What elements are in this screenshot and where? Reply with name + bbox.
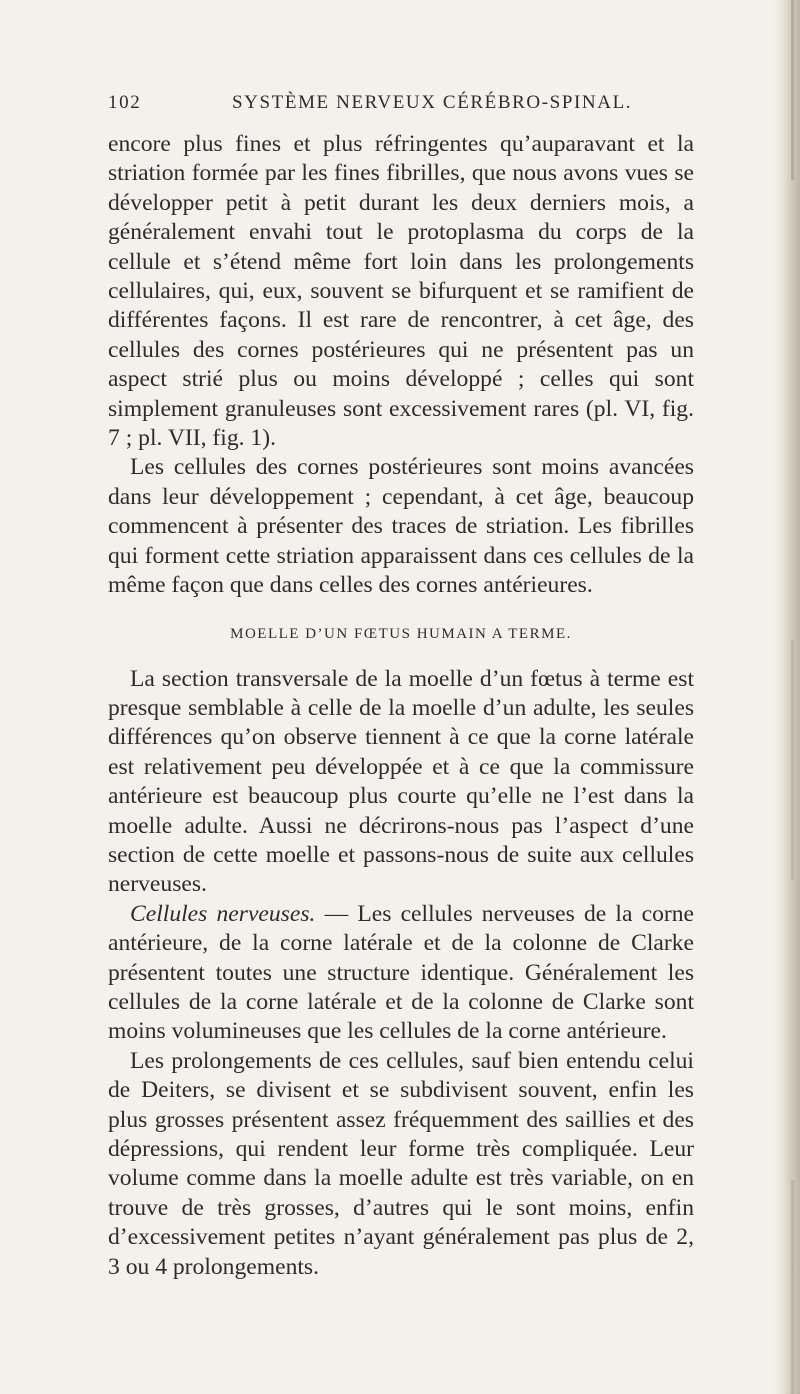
running-header (108, 92, 692, 118)
page-text (108, 130, 694, 1282)
page-number: 102 (108, 92, 142, 113)
edge-mark (791, 1180, 794, 1394)
edge-mark (791, 0, 794, 180)
paragraph-4 (108, 900, 694, 1047)
paragraph-5: Les prolongements de ces cellules, sauf bien entendu celui de Deiters, se divisent et se subdivisent souvent, enfin les plus grosses présentent assez fréquemment des saillies et des dépressions, qui rendent leur forme très compliquée. Leur volume comme dans la moelle adulte est très variable, on en trouve de très grosses, d’autres qui le sont moins, enfin d’excessivement petites n’ayant généralement pas plus de 2, 3 ou 4 prolongements. (108, 1047, 694, 1280)
edge-mark (791, 640, 794, 880)
paragraph-3: La section transversale de la moelle d’un fœtus à terme est presque semblable à celle de la moelle d’un adulte, les seules différences qu’on observe tiennent à ce que la corne latérale est relativement peu développée et à ce que la commissure antérieure est beaucoup plus courte qu’elle ne l’est dans la moelle adulte. Aussi ne décrirons-nous pas l’aspect d’une section de cette moelle et passons-nous de suite aux cellules nerveuses. (108, 665, 694, 898)
paragraph-4-italic-lead: Cellules nerveuses. (130, 900, 316, 927)
paragraph-4-text: — Les cellules nerveuses de la corne antérieure, de la corne latérale et de la colonne de Clarke présentent toutes une structure identique. Généralement les cellules de la corne latérale et de la colonne de Clarke sont moins volumineuses que les cellules de la corne antérieure. (108, 900, 694, 1045)
running-title: SYSTÈME NERVEUX CÉRÉBRO-SPINAL. (232, 92, 633, 113)
page-edge-shadow (774, 0, 800, 1394)
paragraph-2: Les cellules des cornes postérieures sont moins avancées dans leur développement ; cependant, à cet âge, beaucoup commencent à présenter des traces de striation. Les fibrilles qui forment cette striation apparaissent dans ces cellules de la même façon que dans celles des cornes antérieures. (108, 454, 694, 599)
paragraph-1: encore plus fines et plus réfringentes qu’auparavant et la striation formée par les fines fibrilles, que nous avons vues se développer petit à petit durant les deux derniers mois, a généralement envahi tout le protoplasma du corps de la cellule et s’étend même fort loin dans les prolongements cellulaires, qui, eux, souvent se bifurquent et se ramifient de différentes façons. Il est rare de rencontrer, à cet âge, des cellules des cornes postérieures qui ne présentent pas un aspect strié plus ou moins développé ; celles qui sont simplement granuleuses sont excessivement rares (pl. VI, fig. 7 ; pl. VII, fig. 1). (108, 131, 694, 452)
section-heading: MOELLE D’UN FŒTUS HUMAIN A TERME. (230, 625, 572, 642)
